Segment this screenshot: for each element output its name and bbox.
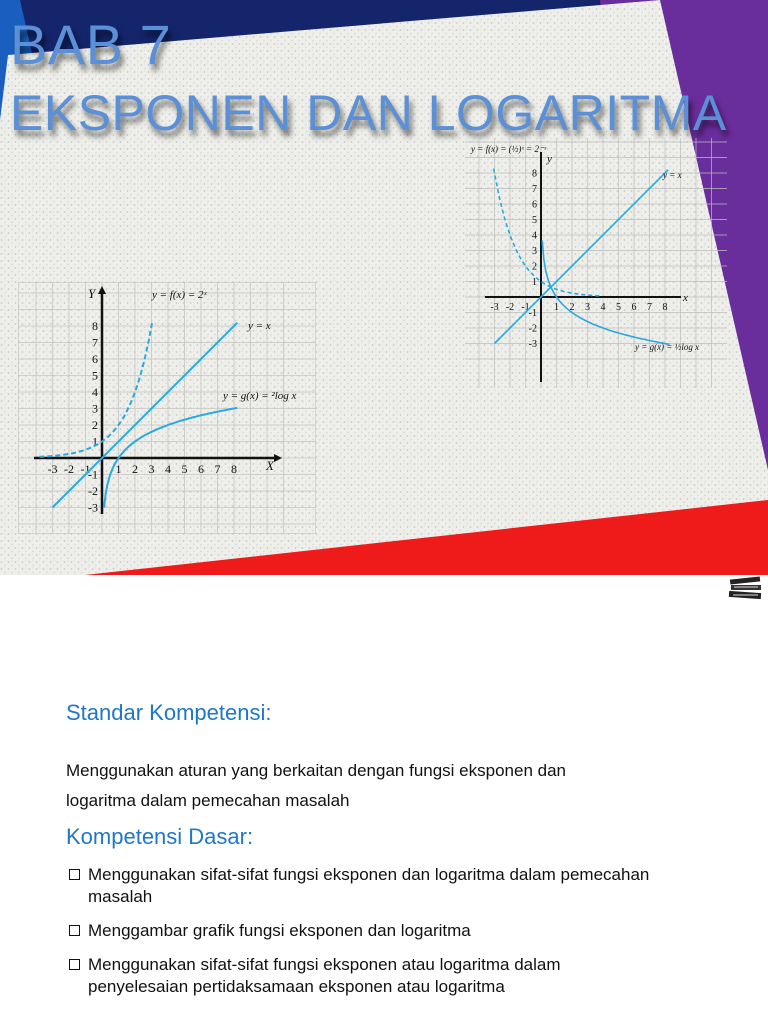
x-tick-label: 1 <box>115 462 122 476</box>
chapter-number: BAB 7 <box>10 13 172 76</box>
x-tick-label: -3 <box>490 302 499 313</box>
x-tick-label: -1 <box>80 462 91 476</box>
kompetensi-list <box>66 864 756 998</box>
books-icon <box>728 575 764 601</box>
log-label: y = g(x) = ½log x <box>635 342 700 352</box>
x-tick-label: -2 <box>505 302 515 313</box>
kompetensi-heading: Kompetensi Dasar: <box>66 824 254 849</box>
standar-heading: Standar Kompetensi: <box>66 700 272 725</box>
exp-label: y = f(x) = (½)ˣ = 2⁻ˣ <box>471 144 547 154</box>
list-item <box>66 954 756 998</box>
y-tick-label: -2 <box>528 323 537 335</box>
graph-exponential-log <box>18 282 316 534</box>
x-tick-label: 4 <box>600 302 606 313</box>
y-tick-label: 5 <box>532 214 537 226</box>
x-tick-label: 7 <box>647 302 652 313</box>
x-tick-label: 5 <box>616 302 621 313</box>
y-tick-label: 2 <box>532 261 537 273</box>
list-item <box>66 864 756 908</box>
y-tick-label: 1 <box>532 276 537 288</box>
y-tick-label: 7 <box>532 183 537 195</box>
exp-label: y = f(x) = 2ˣ <box>152 289 207 301</box>
list-item <box>66 920 756 942</box>
x-tick-label: 6 <box>198 462 204 476</box>
competency-section <box>66 700 756 998</box>
identity-label: y = x <box>663 170 682 180</box>
y-tick-label: 4 <box>532 230 537 242</box>
x-tick-label: -3 <box>47 462 58 476</box>
y-tick-label: 4 <box>92 385 98 399</box>
list-item-line: Menggambar grafik fungsi eksponen dan logaritma <box>88 921 471 940</box>
y-tick-label: 3 <box>92 401 98 416</box>
y-tick-label: 6 <box>92 352 98 366</box>
y-tick-label: 3 <box>532 245 537 257</box>
y-tick-label: 6 <box>532 199 537 211</box>
x-tick-label: 1 <box>554 302 559 313</box>
y-tick-label: 1 <box>92 434 98 449</box>
y-axis-label: y <box>547 153 552 165</box>
y-tick-label: -1 <box>88 467 98 482</box>
x-axis-label: X <box>266 458 274 473</box>
checkbox-icon <box>69 959 80 970</box>
x-tick-label: 3 <box>585 302 590 313</box>
x-axis-label: x <box>683 292 688 304</box>
identity-label: y = x <box>248 320 271 332</box>
x-tick-label: 4 <box>165 462 171 476</box>
y-tick-label: -1 <box>528 307 537 319</box>
standar-text-line-2: logaritma dalam pemecahan masalah <box>66 791 350 810</box>
y-tick-label: -3 <box>528 338 537 350</box>
x-tick-label: 6 <box>631 302 637 313</box>
checkbox-icon <box>69 925 80 936</box>
x-tick-label: 5 <box>181 462 188 476</box>
y-tick-label: 8 <box>532 168 537 180</box>
x-tick-label: 2 <box>569 302 575 313</box>
x-tick-label: 3 <box>148 462 155 476</box>
graph-exponential-log-half <box>465 138 727 388</box>
list-item-line: penyelesaian pertidaksamaan eksponen atau logaritma <box>88 977 505 996</box>
x-tick-label: 8 <box>231 462 237 476</box>
checkbox-icon <box>69 869 80 880</box>
y-tick-label: 2 <box>92 418 98 432</box>
y-tick-label: 8 <box>92 319 98 333</box>
y-tick-label: -3 <box>88 500 98 515</box>
logarithm-curve <box>542 241 670 345</box>
standar-text-line-1: Menggunakan aturan yang berkaitan dengan fungsi eksponen dan <box>66 761 566 780</box>
x-tick-label: -2 <box>64 462 74 476</box>
x-tick-label: -1 <box>521 302 530 313</box>
y-tick-label: 5 <box>92 368 98 383</box>
list-item-line: Menggunakan sifat-sifat fungsi eksponen atau logaritma dalam <box>88 955 561 974</box>
list-item-line: Menggunakan sifat-sifat fungsi eksponen dan logaritma dalam pemecahan <box>88 865 650 884</box>
y-axis-label: Y <box>88 286 96 301</box>
chapter-title: EKSPONEN DAN LOGARITMA <box>10 85 727 141</box>
log-label: y = g(x) = ²log x <box>223 390 297 402</box>
y-tick-label: -2 <box>88 484 98 498</box>
x-tick-label: 8 <box>662 302 668 313</box>
list-item-line: masalah <box>88 887 153 906</box>
x-tick-label: 2 <box>132 462 138 476</box>
y-tick-label: 7 <box>92 335 98 350</box>
identity-line <box>53 323 238 508</box>
x-tick-label: 7 <box>214 462 221 476</box>
